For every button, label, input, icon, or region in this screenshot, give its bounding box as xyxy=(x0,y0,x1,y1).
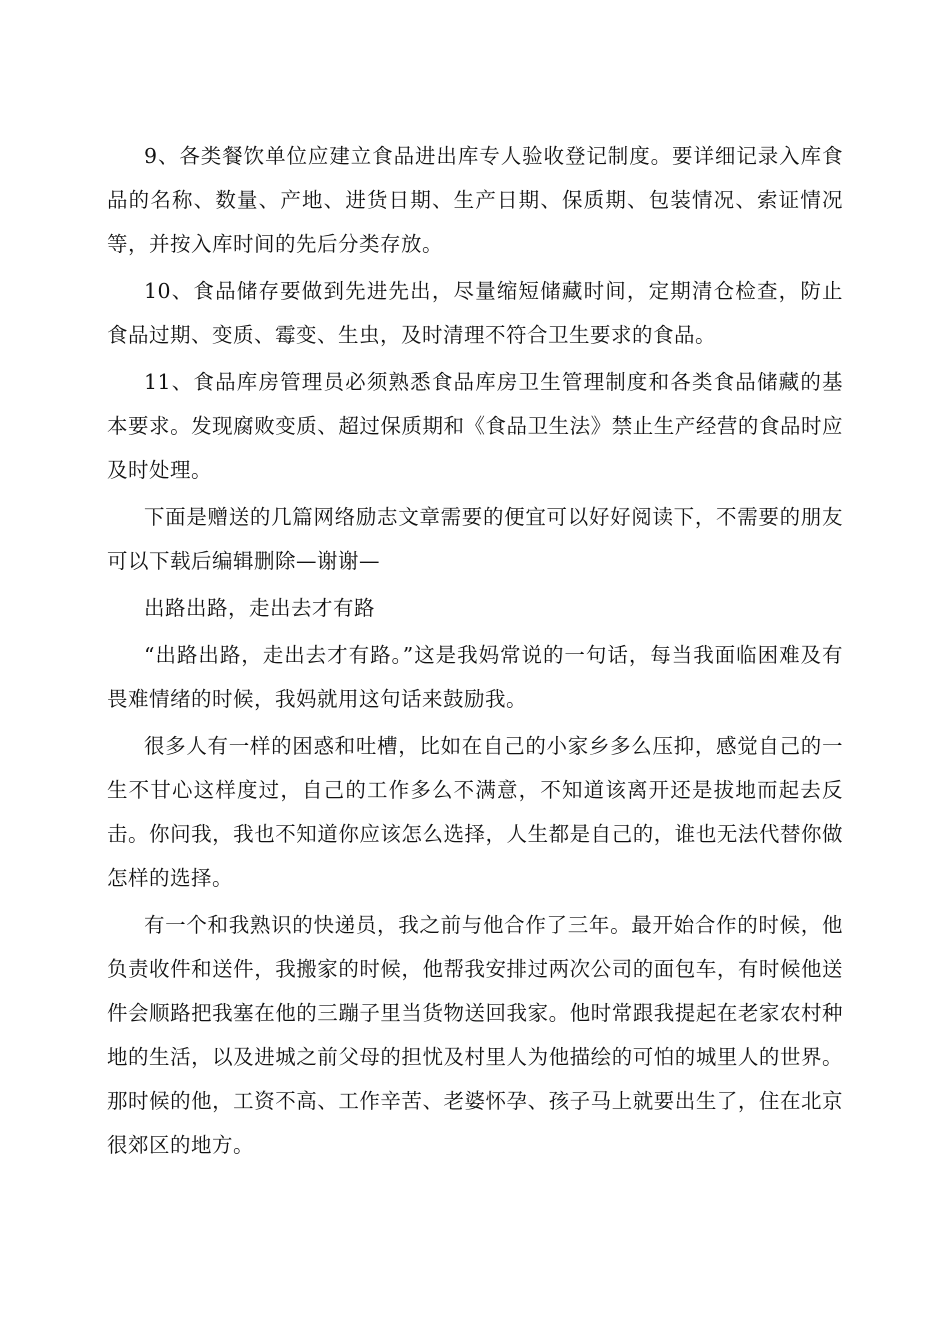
article-paragraph: 很多人有一样的困惑和吐槽，比如在自己的小家乡多么压抑，感觉自己的一生不甘心这样度过，自己的工作多么不满意，不知道该离开还是拔地而起去反击。你问我，我也不知道你应该怎么选择，人生都是自己的，谁也无法代替你做怎样的选择。 xyxy=(107,734,843,890)
article-title: 出路出路，走出去才有路 xyxy=(144,596,375,620)
article-paragraph: “出路出路，走出去才有路。”这是我妈常说的一句话，每当我面临困难及有畏难情绪的时候，我妈就用这句话来鼓励我。 xyxy=(107,643,843,711)
gift-notice-paragraph: 下面是赠送的几篇网络励志文章需要的便宜可以好好阅读下，不需要的朋友可以下载后编辑删除—谢谢— xyxy=(107,505,843,573)
document-body xyxy=(107,134,843,1170)
paragraph-item-9: 9、各类餐饮单位应建立食品进出库专人验收登记制度。要详细记录入库食品的名称、数量、产地、进货日期、生产日期、保质期、包装情况、索证情况等，并按入库时间的先后分类存放。 xyxy=(107,144,843,256)
paragraph-item-10: 10、食品储存要做到先进先出，尽量缩短储藏时间，定期清仓检查，防止食品过期、变质、霉变、生虫，及时清理不符合卫生要求的食品。 xyxy=(107,279,843,347)
article-paragraph: 有一个和我熟识的快递员，我之前与他合作了三年。最开始合作的时候，他负责收件和送件，我搬家的时候，他帮我安排过两次公司的面包车，有时候他送件会顺路把我塞在他的三蹦子里当货物送回我家。他时常跟我提起在老家农村种地的生活，以及进城之前父母的担忧及村里人为他描绘的可怕的城里人的世界。那时候的他，工资不高、工作辛苦、老婆怀孕、孩子马上就要出生了，住在北京很郊区的地方。 xyxy=(107,913,843,1157)
paragraph-item-11: 11、食品库房管理员必须熟悉食品库房卫生管理制度和各类食品储藏的基本要求。发现腐败变质、超过保质期和《食品卫生法》禁止生产经营的食品时应及时处理。 xyxy=(107,370,843,482)
